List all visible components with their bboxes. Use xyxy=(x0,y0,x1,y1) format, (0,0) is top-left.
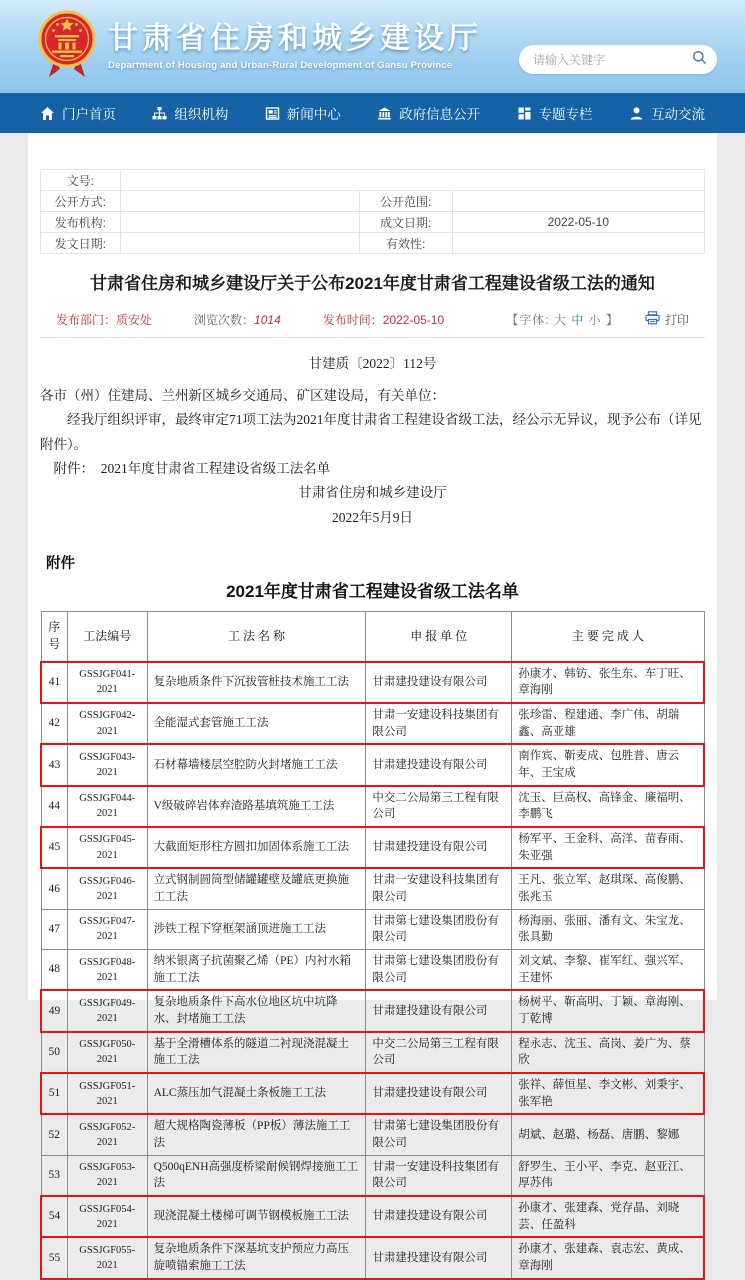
nav-item-organization[interactable] xyxy=(152,103,228,123)
meta-label-open-scope: 公开范围: xyxy=(359,191,452,212)
cell-no: 43 xyxy=(41,744,68,785)
cell-org: 甘肃建投建设有限公司 xyxy=(366,1073,512,1114)
attachment-heading: 附件 xyxy=(46,555,75,572)
cell-code: GSSJGF053-2021 xyxy=(68,1155,148,1196)
table-row xyxy=(41,1032,704,1073)
cell-no: 53 xyxy=(41,1155,68,1196)
cell-people: 南作宾、靳麦成、包胜普、唐云年、王宝成 xyxy=(512,744,704,785)
nav-item-gov-info[interactable] xyxy=(377,103,480,123)
cell-people: 舒罗生、王小平、李克、赵亚江、厚苏伟 xyxy=(512,1155,704,1196)
cell-people: 程永志、沈玉、高岗、姜广为、蔡欣 xyxy=(512,1032,704,1073)
cell-org: 中交二公局第三工程有限公司 xyxy=(366,1032,512,1073)
nav-item-special-topics[interactable] xyxy=(517,103,593,123)
nav-label: 互动交流 xyxy=(650,107,705,122)
content-card xyxy=(28,133,717,1273)
cell-org: 中交二公局第三工程有限公司 xyxy=(366,786,512,827)
meta-value-date-written: 2022-05-10 xyxy=(452,212,704,233)
cell-no: 52 xyxy=(41,1114,68,1155)
meta-label-date-written: 成文日期: xyxy=(359,212,452,233)
cell-code: GSSJGF051-2021 xyxy=(68,1073,148,1114)
search-input[interactable] xyxy=(533,53,692,67)
site-title: 甘肃省住房和城乡建设厅 xyxy=(108,21,482,55)
cell-code: GSSJGF048-2021 xyxy=(68,950,148,991)
cell-name: 基于全滑槽体系的隧道二衬现浇混凝土施工工法 xyxy=(147,1032,366,1073)
nav-item-news[interactable] xyxy=(265,103,341,123)
cell-code: GSSJGF055-2021 xyxy=(68,1237,148,1278)
cell-no: 47 xyxy=(41,909,68,949)
table-row xyxy=(41,909,704,949)
page-body xyxy=(0,133,745,1273)
cell-no: 46 xyxy=(41,868,68,909)
cell-no: 45 xyxy=(41,827,68,868)
cell-code: GSSJGF046-2021 xyxy=(68,868,148,909)
col-header-code: 工法编号 xyxy=(68,611,148,661)
cell-org: 甘肃一安建设科技集团有限公司 xyxy=(366,703,512,744)
table-row xyxy=(41,990,704,1031)
document-body xyxy=(40,352,705,530)
salutation: 各市（州）住建局、兰州新区城乡交通局、矿区建设局，有关单位： xyxy=(40,388,445,404)
nav-label: 专题专栏 xyxy=(538,107,593,122)
cell-people: 张珍雷、程建通、李广伟、胡瑞鑫、高亚雄 xyxy=(512,703,704,744)
cell-org: 甘肃第七建设集团股份有限公司 xyxy=(366,950,512,991)
cell-org: 甘肃一安建设科技集团有限公司 xyxy=(366,1155,512,1196)
cell-code: GSSJGF052-2021 xyxy=(68,1114,148,1155)
cell-name: 石材幕墙楼层空腔防火封堵施工工法 xyxy=(147,744,366,785)
col-header-org: 申 报 单 位 xyxy=(366,611,512,661)
col-header-name: 工 法 名 称 xyxy=(147,611,366,661)
table-row xyxy=(41,1073,704,1114)
cell-org: 甘肃建投建设有限公司 xyxy=(366,990,512,1031)
print-button[interactable]: 打印 xyxy=(645,311,689,328)
gov-building-icon xyxy=(377,106,392,121)
view-count: 浏览次数：1014 xyxy=(194,312,281,327)
cell-no: 41 xyxy=(41,662,68,703)
cell-people: 刘文斌、李黎、崔军红、强兴军、王建怀 xyxy=(512,950,704,991)
main-nav xyxy=(0,93,745,133)
nav-item-interaction[interactable] xyxy=(629,103,705,123)
table-row xyxy=(41,868,704,909)
font-small-button[interactable]: 小 xyxy=(588,312,602,327)
cell-people: 张祥、薛恒星、李文彬、刘秉宇、张军艳 xyxy=(512,1073,704,1114)
law-table-body xyxy=(41,662,704,1279)
cell-people: 杨海丽、张丽、潘有文、朱宝龙、张具勤 xyxy=(512,909,704,949)
law-table-header-row xyxy=(41,611,704,661)
publish-time: 发布时间：2022-05-10 xyxy=(322,312,445,327)
font-medium-button[interactable]: 中 xyxy=(571,312,585,327)
cell-no: 50 xyxy=(41,1032,68,1073)
table-row xyxy=(41,703,704,744)
org-chart-icon xyxy=(152,106,167,121)
font-size-control: 【字体: 大 中 小 】 xyxy=(506,312,619,327)
cell-org: 甘肃建投建设有限公司 xyxy=(366,662,512,703)
cell-code: GSSJGF041-2021 xyxy=(68,662,148,703)
cell-no: 48 xyxy=(41,950,68,991)
cell-name: 现浇混凝土楼梯可调节钢模板施工工法 xyxy=(147,1196,366,1237)
cell-people: 沈玉、巨高权、高锋金、廉福明、李鹏飞 xyxy=(512,786,704,827)
news-icon xyxy=(265,106,280,121)
home-icon xyxy=(40,106,55,121)
nav-label: 组织机构 xyxy=(174,107,229,122)
law-table-title: 2021年度甘肃省工程建设省级工法名单 xyxy=(226,581,519,601)
cell-people: 杨树平、靳高明、丁颖、章海刚、丁乾博 xyxy=(512,990,704,1031)
cell-people: 孙康才、张建森、党存晶、刘晓芸、任盈科 xyxy=(512,1196,704,1237)
doc-meta-table xyxy=(40,169,705,254)
cell-people: 胡斌、赵璐、杨磊、唐鹏、黎娜 xyxy=(512,1114,704,1155)
person-icon xyxy=(629,106,644,121)
sign-date: 2022年5月9日 xyxy=(332,509,413,525)
table-row xyxy=(41,1114,704,1155)
china-national-emblem-icon xyxy=(38,8,96,85)
cell-name: 涉铁工程下穿框架涵顶进施工工法 xyxy=(147,909,366,949)
cell-people: 孙康才、韩钫、张生东、车丁旺、章海刚 xyxy=(512,662,704,703)
grid-icon xyxy=(517,106,532,121)
article-title: 甘肃省住房和城乡建设厅关于公布2021年度甘肃省工程建设省级工法的通知 xyxy=(90,274,655,293)
meta-label-publisher: 发布机构: xyxy=(41,212,121,233)
cell-code: GSSJGF045-2021 xyxy=(68,827,148,868)
cell-people: 孙康才、张建森、袁志宏、黄成、章海刚 xyxy=(512,1237,704,1278)
site-banner xyxy=(0,0,745,93)
meta-value-publisher xyxy=(120,212,359,233)
cell-org: 甘肃建投建设有限公司 xyxy=(366,827,512,868)
cell-code: GSSJGF049-2021 xyxy=(68,990,148,1031)
cell-org: 甘肃一安建设科技集团有限公司 xyxy=(366,868,512,909)
attachment-link[interactable]: 2021年度甘肃省工程建设省级工法名单 xyxy=(100,460,331,476)
doc-number: 甘建质〔2022〕112号 xyxy=(308,355,437,371)
cell-code: GSSJGF050-2021 xyxy=(68,1032,148,1073)
cell-people: 杨军平、王金科、高洋、苗春雨、朱亚强 xyxy=(512,827,704,868)
cell-code: GSSJGF042-2021 xyxy=(68,703,148,744)
cell-org: 甘肃第七建设集团股份有限公司 xyxy=(366,1114,512,1155)
table-row xyxy=(41,786,704,827)
meta-value-date-issued xyxy=(120,233,359,254)
meta-label-open-type: 公开方式: xyxy=(41,191,121,212)
font-large-button[interactable]: 大 xyxy=(553,312,567,327)
cell-no: 44 xyxy=(41,786,68,827)
nav-label: 门户首页 xyxy=(62,107,116,122)
cell-org: 甘肃建投建设有限公司 xyxy=(366,1196,512,1237)
publish-dept: 发布部门：质安处 xyxy=(56,312,153,327)
nav-item-home[interactable] xyxy=(40,103,116,123)
cell-name: Q500qENH高强度桥梁耐候钢焊接施工工法 xyxy=(147,1155,366,1196)
cell-no: 42 xyxy=(41,703,68,744)
cell-no: 55 xyxy=(41,1237,68,1278)
meta-label-doc-no: 文号: xyxy=(41,170,121,191)
signer: 甘肃省住房和城乡建设厅 xyxy=(298,485,447,501)
attachment-line: 附件： 2021年度甘肃省工程建设省级工法名单 xyxy=(53,460,331,476)
cell-name: 复杂地质条件下高水位地区坑中坑降水、封堵施工工法 xyxy=(147,990,366,1031)
cell-name: V级破碎岩体弃渣路基填筑施工工法 xyxy=(147,786,366,827)
col-header-people: 主 要 完 成 人 xyxy=(512,611,704,661)
cell-code: GSSJGF043-2021 xyxy=(68,744,148,785)
cell-no: 54 xyxy=(41,1196,68,1237)
cell-org: 甘肃第七建设集团股份有限公司 xyxy=(366,909,512,949)
article-meta-bar xyxy=(40,306,705,338)
cell-no: 51 xyxy=(41,1073,68,1114)
cell-name: 复杂地质条件下沉拔管桩技术施工工法 xyxy=(147,662,366,703)
meta-value-validity xyxy=(452,233,704,254)
cell-name: 全能湿式套管施工工法 xyxy=(147,703,366,744)
cell-code: GSSJGF054-2021 xyxy=(68,1196,148,1237)
table-row xyxy=(41,744,704,785)
cell-org: 甘肃建投建设有限公司 xyxy=(366,744,512,785)
body-paragraph: 经我厅组织评审，最终审定71项工法为2021年度甘肃省工程建设省级工法，经公示无异议，现予公布（详见附件）。 xyxy=(40,412,702,452)
meta-value-doc-no xyxy=(120,170,704,191)
cell-code: GSSJGF047-2021 xyxy=(68,909,148,949)
cell-name: 复杂地质条件下深基坑支护预应力高压旋喷锚索施工工法 xyxy=(147,1237,366,1278)
cell-name: 超大规格陶瓷薄板（PP板）薄法施工工法 xyxy=(147,1114,366,1155)
cell-name: 立式钢制圆筒型储罐罐壁及罐底更换施工工法 xyxy=(147,868,366,909)
col-header-no: 序号 xyxy=(41,611,68,661)
meta-label-date-issued: 发文日期: xyxy=(41,233,121,254)
table-row xyxy=(41,1196,704,1237)
nav-label: 政府信息公开 xyxy=(399,107,481,122)
site-subtitle: Department of Housing and Urban-Rural Development of Gansu Province xyxy=(108,60,453,72)
table-row xyxy=(41,1237,704,1278)
table-row xyxy=(41,827,704,868)
cell-org: 甘肃建投建设有限公司 xyxy=(366,1237,512,1278)
cell-code: GSSJGF044-2021 xyxy=(68,786,148,827)
printer-icon xyxy=(645,311,660,328)
table-row xyxy=(41,1155,704,1196)
cell-name: ALC蒸压加气混凝土条板施工工法 xyxy=(147,1073,366,1114)
cell-no: 49 xyxy=(41,990,68,1031)
meta-label-validity: 有效性: xyxy=(359,233,452,254)
table-row xyxy=(41,662,704,703)
nav-label: 新闻中心 xyxy=(286,107,341,122)
search-box[interactable] xyxy=(519,45,717,74)
search-icon[interactable] xyxy=(692,50,707,70)
meta-value-open-scope xyxy=(452,191,704,212)
cell-people: 王凡、张立军、赵琪琛、高俊鹏、张兆玉 xyxy=(512,868,704,909)
meta-value-open-type xyxy=(120,191,359,212)
law-table xyxy=(40,611,705,1280)
table-row xyxy=(41,950,704,991)
cell-name: 大截面矩形柱方圆扣加固体系施工工法 xyxy=(147,827,366,868)
cell-name: 纳米银离子抗菌聚乙烯（PE）内衬水箱施工工法 xyxy=(147,950,366,991)
